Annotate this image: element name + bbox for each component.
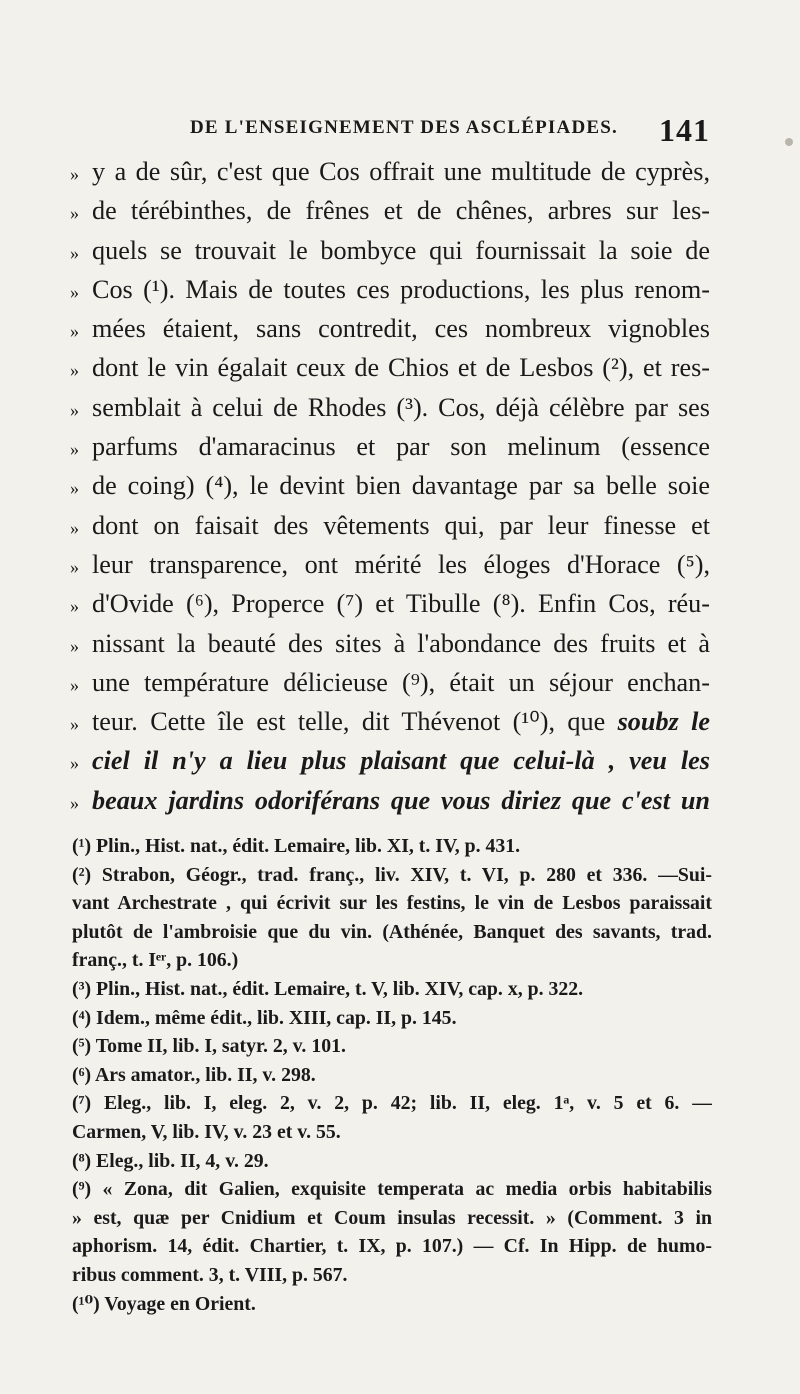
page-header <box>190 112 710 152</box>
quote-mark: » <box>70 517 79 538</box>
line-roman-text: quels se trouvait le bombyce qui fournissait la soie de <box>92 235 710 265</box>
footnote-line: aphorism. 14, édit. Chartier, t. IX, p. 107.) — Cf. In Hipp. de humo- <box>72 1235 712 1258</box>
quote-mark: » <box>70 792 79 813</box>
line-roman-text: dont on faisait des vêtements qui, par leur finesse et <box>92 510 710 540</box>
footnote-line: (⁶) Ars amator., lib. II, v. 298. <box>72 1063 316 1086</box>
footnote-line: plutôt de l'ambroisie que du vin. (Athénée, Banquet des savants, trad. <box>72 920 712 943</box>
line-text <box>92 663 710 702</box>
footnote-line: (⁴) Idem., même édit., lib. XIII, cap. II, p. 145. <box>72 1006 457 1029</box>
footnote-line: (³) Plin., Hist. nat., édit. Lemaire, t. V, lib. XIV, cap. x, p. 322. <box>72 977 584 1000</box>
page-number: 141 <box>659 112 710 148</box>
line-roman-text: semblait à celui de Rhodes (³). Cos, déjà célèbre par ses <box>92 392 710 422</box>
line-roman-text: d'Ovide (⁶), Properce (⁷) et Tibulle (⁸). Enfin Cos, réu- <box>92 589 710 619</box>
line-text <box>92 506 710 545</box>
footnote-line: (⁸) Eleg., lib. II, 4, v. 29. <box>72 1149 269 1172</box>
footnote-line: (⁹) « Zona, dit Galien, exquisite temperata ac media orbis habitabilis <box>72 1178 712 1201</box>
quote-mark: » <box>70 439 79 460</box>
line-roman-text: une température délicieuse (⁹), était un séjour enchan- <box>92 667 710 697</box>
footnote-line: » est, quæ per Cnidium et Coum insulas recessit. » (Comment. 3 in <box>72 1206 712 1229</box>
line-text <box>92 270 710 309</box>
text-line <box>70 506 710 545</box>
footnote-line: vant Archestrate , qui écrivit sur les festins, le vin de Lesbos paraissait <box>72 892 712 915</box>
text-line <box>70 741 710 780</box>
line-roman-text: mées étaient, sans contredit, ces nombreux vignobles <box>92 314 710 344</box>
footnote-line: (²) Strabon, Géogr., trad. franç., liv. XIV, t. VI, p. 280 et 336. —Sui- <box>72 863 712 886</box>
text-line <box>70 466 710 505</box>
quote-mark: » <box>70 321 79 342</box>
line-roman-text: y a de sûr, c'est que Cos offrait une multitude de cyprès, <box>92 157 710 186</box>
line-text <box>92 309 710 348</box>
text-line <box>70 624 710 663</box>
line-roman-text: dont le vin égalait ceux de Chios et de Lesbos (²), et res- <box>92 353 710 383</box>
text-line <box>70 781 710 820</box>
footnote-line: franç., t. Iᵉʳ, p. 106.) <box>72 949 239 972</box>
text-line <box>70 702 710 741</box>
quote-mark: » <box>70 674 79 695</box>
line-text <box>92 545 710 584</box>
line-text <box>92 231 710 270</box>
text-line <box>70 388 710 427</box>
footnotes <box>72 832 712 1318</box>
line-text <box>92 624 710 663</box>
text-line <box>70 348 710 387</box>
line-text <box>92 191 710 230</box>
footnote-line: (¹) Plin., Hist. nat., édit. Lemaire, lib. XI, t. IV, p. 431. <box>72 835 521 857</box>
line-roman-text: nissant la beauté des sites à l'abondance des fruits et à <box>92 628 710 658</box>
text-line <box>70 152 710 191</box>
text-line <box>70 427 710 466</box>
quote-mark: » <box>70 203 79 224</box>
footnote-line: (⁵) Tome II, lib. I, satyr. 2, v. 101. <box>72 1035 346 1058</box>
line-roman-text: de coing) (⁴), le devint bien davantage par sa belle soie <box>92 471 710 501</box>
text-line <box>70 270 710 309</box>
line-italic-text: ciel il n'y a lieu plus plaisant que celui-là , veu les <box>92 746 710 776</box>
line-text <box>92 781 710 820</box>
line-italic-text: beaux jardins odoriférans que vous diriez que c'est un <box>92 785 710 815</box>
quote-mark: » <box>70 753 79 774</box>
quote-mark: » <box>70 714 79 735</box>
text-line <box>70 191 710 230</box>
quote-mark: » <box>70 360 79 381</box>
line-text <box>92 427 710 466</box>
paper-speck <box>785 138 793 146</box>
line-roman-text: de térébinthes, de frênes et de chênes, arbres sur les- <box>92 196 710 226</box>
line-italic-text: soubz le <box>617 707 710 737</box>
footnote-line: ribus comment. 3, t. VIII, p. 567. <box>72 1263 348 1286</box>
quote-mark: » <box>70 281 79 302</box>
text-line <box>70 584 710 623</box>
line-roman-text: parfums d'amaracinus et par son melinum (essence <box>92 432 710 462</box>
line-roman-text: leur transparence, ont mérité les éloges d'Horace (⁵), <box>92 549 710 579</box>
quote-mark: » <box>70 556 79 577</box>
quote-mark: » <box>70 478 79 499</box>
quote-mark: » <box>70 635 79 656</box>
text-line <box>70 231 710 270</box>
line-text <box>92 152 710 191</box>
line-text <box>92 741 710 780</box>
quote-mark: » <box>70 164 79 184</box>
quote-mark: » <box>70 399 79 420</box>
footnote-line: (¹⁰) Voyage en Orient. <box>72 1292 256 1315</box>
quote-mark: » <box>70 242 79 263</box>
line-text <box>92 388 710 427</box>
footnote-line: (⁷) Eleg., lib. I, eleg. 2, v. 2, p. 42; lib. II, eleg. 1ᵃ, v. 5 et 6. — <box>72 1092 712 1115</box>
line-text <box>92 584 710 623</box>
text-line <box>70 545 710 584</box>
text-line <box>70 309 710 348</box>
line-text <box>92 702 710 741</box>
text-line <box>70 663 710 702</box>
quote-mark: » <box>70 596 79 617</box>
main-text <box>70 152 710 820</box>
line-roman-text: Cos (¹). Mais de toutes ces productions, les plus renom- <box>92 274 710 304</box>
running-title: DE L'ENSEIGNEMENT DES ASCLÉPIADES. <box>190 117 618 138</box>
line-text <box>92 348 710 387</box>
line-roman-text: teur. Cette île est telle, dit Thévenot (¹⁰), que <box>92 707 606 737</box>
footnote-line: Carmen, V, lib. IV, v. 23 et v. 55. <box>72 1120 341 1143</box>
line-text <box>92 466 710 505</box>
